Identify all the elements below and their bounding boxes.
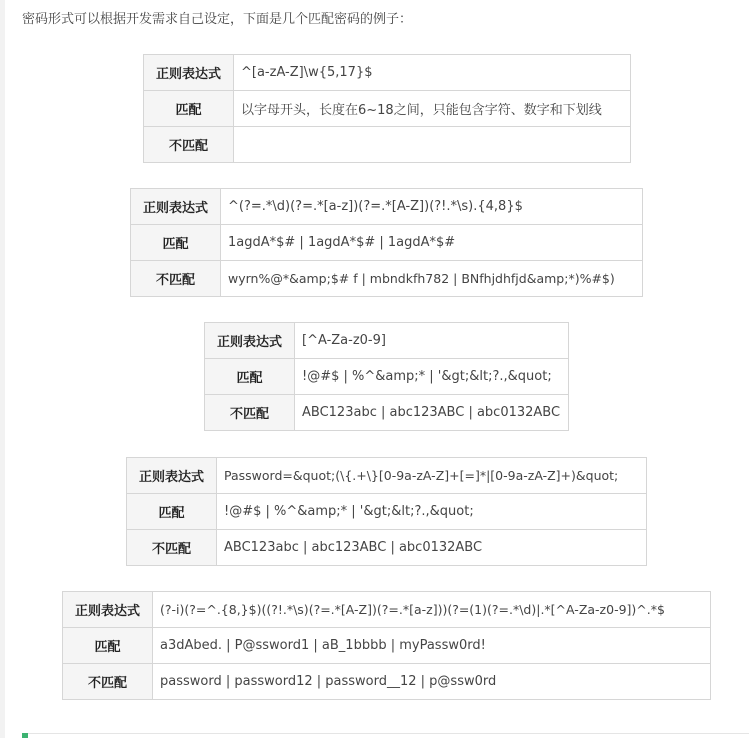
intro-text: 密码形式可以根据开发需求自己设定，下面是几个匹配密码的例子： — [22, 12, 413, 27]
table-row — [144, 91, 631, 127]
regex-table-2 — [130, 188, 643, 297]
match-label: 匹配 — [144, 91, 234, 127]
regex-label: 正则表达式 — [127, 458, 217, 494]
match-value: 以字母开头，长度在6~18之间，只能包含字符、数字和下划线 — [234, 91, 631, 127]
left-rail — [0, 0, 5, 738]
regex-table-3 — [204, 322, 569, 431]
table-row — [127, 494, 647, 530]
nomatch-label: 不匹配 — [144, 127, 234, 163]
match-value: !@#$ | %^&amp;* | '&gt;&lt;?.,&quot; — [295, 359, 569, 395]
nomatch-value: password | password12 | password__12 | p@ssw0rd — [153, 664, 711, 700]
match-value: a3dAbed. | P@ssword1 | aB_1bbbb | myPassw0rd! — [153, 628, 711, 664]
nomatch-label: 不匹配 — [63, 664, 153, 700]
divider-accent — [22, 733, 28, 738]
regex-label: 正则表达式 — [63, 592, 153, 628]
table-row — [63, 628, 711, 664]
match-label: 匹配 — [63, 628, 153, 664]
section-divider — [22, 733, 749, 734]
regex-label: 正则表达式 — [131, 189, 221, 225]
nomatch-label: 不匹配 — [127, 530, 217, 566]
nomatch-label: 不匹配 — [205, 395, 295, 431]
table-row — [127, 530, 647, 566]
regex-value: [^A-Za-z0-9] — [295, 323, 569, 359]
table-row — [127, 458, 647, 494]
match-label: 匹配 — [205, 359, 295, 395]
regex-value: (?-i)(?=^.{8,}$)((?!.*\s)(?=.*[A-Z])(?=.*[a-z]))(?=(1)(?=.*\d)|.*[^A-Za-z0-9])^.*$ — [153, 592, 711, 628]
table-row — [205, 323, 569, 359]
nomatch-label: 不匹配 — [131, 261, 221, 297]
regex-label: 正则表达式 — [144, 55, 234, 91]
regex-label: 正则表达式 — [205, 323, 295, 359]
match-value: 1agdA*$# | 1agdA*$# | 1agdA*$# — [221, 225, 643, 261]
table-row — [205, 359, 569, 395]
match-value: !@#$ | %^&amp;* | '&gt;&lt;?.,&quot; — [217, 494, 647, 530]
nomatch-value: ABC123abc | abc123ABC | abc0132ABC — [295, 395, 569, 431]
nomatch-value: wyrn%@*&amp;$# f | mbndkfh782 | BNfhjdhfjd&amp;*)%#$) — [221, 261, 643, 297]
table-row — [131, 261, 643, 297]
table-row — [131, 225, 643, 261]
match-label: 匹配 — [131, 225, 221, 261]
regex-value: Password=&quot;(\{.+\}[0-9a-zA-Z]+[=]*|[0-9a-zA-Z]+)&quot; — [217, 458, 647, 494]
match-label: 匹配 — [127, 494, 217, 530]
nomatch-value: ABC123abc | abc123ABC | abc0132ABC — [217, 530, 647, 566]
table-row — [144, 55, 631, 91]
table-row — [144, 127, 631, 163]
regex-value: ^(?=.*\d)(?=.*[a-z])(?=.*[A-Z])(?!.*\s).{4,8}$ — [221, 189, 643, 225]
table-row — [131, 189, 643, 225]
table-row — [63, 592, 711, 628]
table-row — [63, 664, 711, 700]
regex-value: ^[a-zA-Z]\w{5,17}$ — [234, 55, 631, 91]
regex-table-5 — [62, 591, 711, 700]
regex-table-4 — [126, 457, 647, 566]
regex-table-1 — [143, 54, 631, 163]
table-row — [205, 395, 569, 431]
nomatch-value — [234, 127, 631, 163]
